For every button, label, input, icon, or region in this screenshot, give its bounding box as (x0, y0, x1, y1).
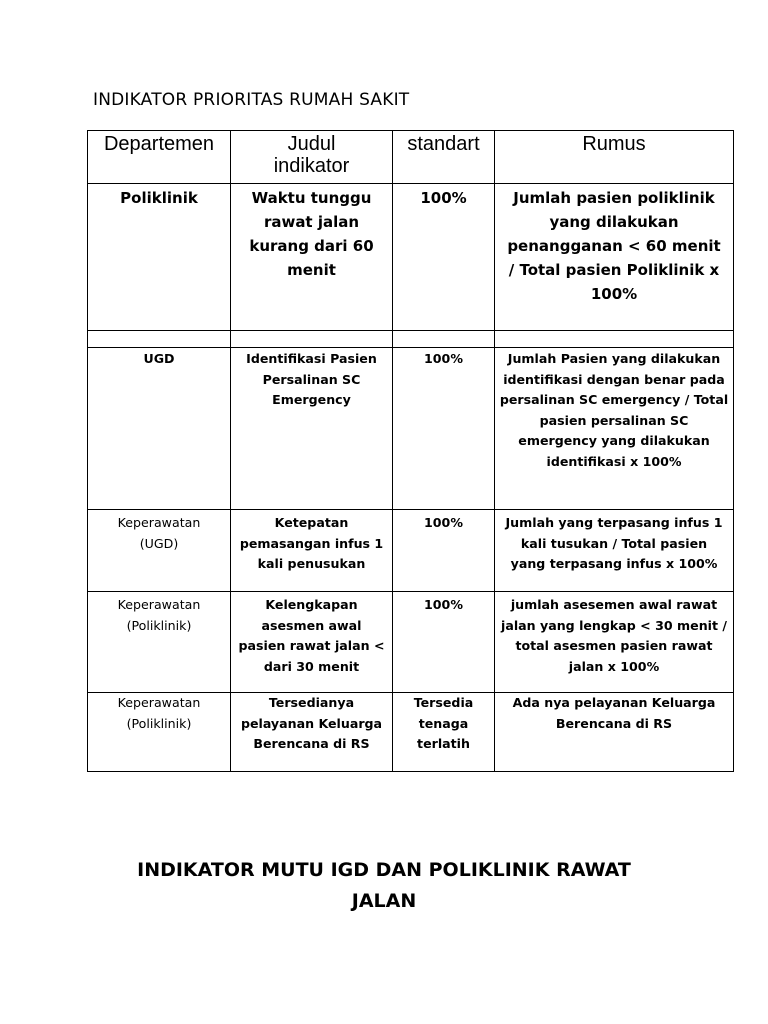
cell-text: Keperawatan (UGD) (117, 515, 201, 551)
table-header-row (88, 131, 734, 184)
cell-text: Keperawatan (Poliklinik) (117, 597, 201, 633)
header-judul-indikator-text: Judul indikator (273, 133, 350, 177)
cell-judul (231, 693, 393, 772)
cell-rumus (495, 184, 734, 331)
table-row (88, 348, 734, 510)
table-row (88, 510, 734, 592)
footer-title-line1: INDIKATOR MUTU IGD DAN POLIKLINIK RAWAT (137, 859, 631, 881)
cell-text: 100% (420, 189, 467, 207)
cell-judul (231, 331, 393, 348)
cell-text: Ketepatan pemasangan infus 1 kali penusukan (239, 515, 384, 572)
cell-judul (231, 510, 393, 592)
cell-standart (393, 331, 495, 348)
table-row (88, 592, 734, 693)
cell-rumus (495, 510, 734, 592)
cell-departemen (88, 348, 231, 510)
table-row (88, 184, 734, 331)
cell-text: Keperawatan (Poliklinik) (117, 695, 201, 731)
cell-standart (393, 184, 495, 331)
cell-text: 100% (424, 597, 463, 612)
cell-text: UGD (143, 351, 175, 366)
cell-departemen (88, 693, 231, 772)
cell-text: Ada nya pelayanan Keluarga Berencana di RS (512, 695, 716, 731)
page-title: INDIKATOR PRIORITAS RUMAH SAKIT (93, 90, 410, 110)
cell-text: Jumlah Pasien yang dilakukan identifikasi dengan benar pada persalinan SC emergency / Total pasien persalinan SC emergency yang dilakukan identifikasi x 100% (499, 351, 729, 469)
header-departemen: Departemen (88, 131, 231, 184)
cell-departemen (88, 592, 231, 693)
cell-text: Jumlah pasien poliklinik yang dilakukan penangganan < 60 menit / Total pasien Poliklinik x 100% (507, 189, 721, 303)
cell-standart (393, 348, 495, 510)
cell-judul (231, 348, 393, 510)
header-standart: standart (393, 131, 495, 184)
cell-text: Identifikasi Pasien Persalinan SC Emergency (246, 351, 377, 408)
cell-departemen (88, 184, 231, 331)
footer-title-line2: JALAN (351, 890, 417, 912)
cell-rumus (495, 331, 734, 348)
cell-judul (231, 184, 393, 331)
header-rumus: Rumus (495, 131, 734, 184)
header-judul-indikator (231, 131, 393, 184)
indicator-table (87, 130, 734, 772)
cell-rumus (495, 348, 734, 510)
cell-text: Poliklinik (120, 189, 198, 207)
cell-text: Waktu tunggu rawat jalan kurang dari 60 menit (249, 189, 374, 279)
table-row-empty (88, 331, 734, 348)
cell-text: Kelengkapan asesmen awal pasien rawat jalan < dari 30 menit (238, 597, 385, 674)
cell-standart (393, 510, 495, 592)
cell-text: Tersedianya pelayanan Keluarga Berencana di RS (240, 695, 383, 752)
cell-text: Tersedia tenaga terlatih (413, 695, 474, 752)
cell-judul (231, 592, 393, 693)
cell-departemen (88, 510, 231, 592)
table-row (88, 693, 734, 772)
cell-text: jumlah asesemen awal rawat jalan yang lengkap < 30 menit / total asesmen pasien rawat jalan x 100% (501, 597, 727, 674)
cell-text: Jumlah yang terpasang infus 1 kali tusukan / Total pasien yang terpasang infus x 100% (505, 515, 723, 572)
cell-departemen (88, 331, 231, 348)
cell-text: 100% (424, 515, 463, 530)
cell-rumus (495, 592, 734, 693)
cell-rumus (495, 693, 734, 772)
footer-title (0, 855, 768, 917)
cell-standart (393, 592, 495, 693)
cell-standart (393, 693, 495, 772)
cell-text: 100% (424, 351, 463, 366)
